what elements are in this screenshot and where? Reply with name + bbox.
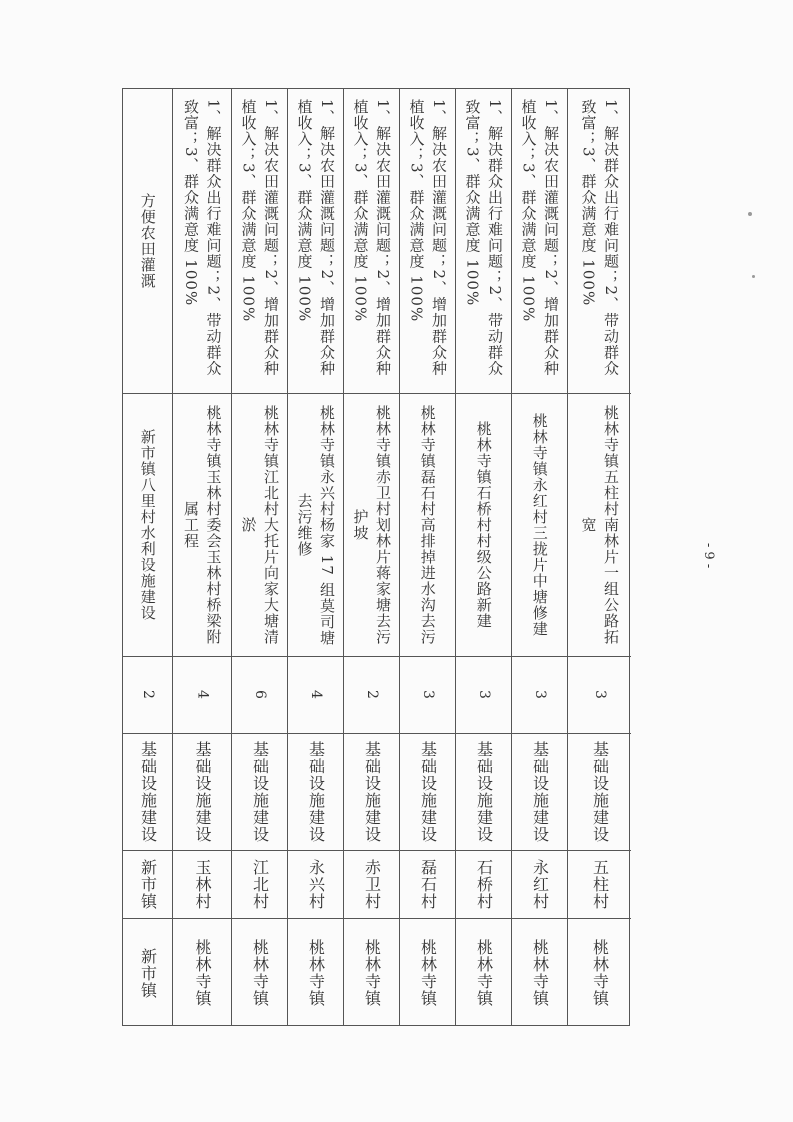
cell-text: 6 — [252, 690, 268, 700]
table-cell-project — [173, 394, 231, 657]
table-cell-village — [568, 851, 631, 919]
table-cell-count — [173, 657, 231, 734]
table-cell-town — [173, 919, 231, 1027]
table-cell-project — [568, 394, 631, 657]
table-row — [456, 89, 512, 1025]
table-cell-benefit — [568, 89, 631, 394]
cell-text: 基础设施建设 — [418, 741, 438, 843]
table-cell-count — [344, 657, 399, 734]
table-cell-count — [456, 657, 511, 734]
cell-text: 1、解决群众出行难问题；2、带动群众致富；3、群众满意度 100% — [463, 98, 504, 376]
cell-text: 基础设施建设 — [250, 741, 270, 843]
table-cell-count — [400, 657, 455, 734]
table-cell-town — [288, 919, 343, 1027]
table-cell-town — [123, 919, 172, 1027]
table-cell-benefit — [344, 89, 399, 394]
table-cell-type — [400, 734, 455, 851]
cell-text: 1、解决群众出行难问题；2、带动群众致富；3、群众满意度 100% — [579, 98, 620, 376]
cell-text: 桃林寺镇 — [590, 939, 610, 1007]
cell-text: 2 — [364, 690, 380, 700]
table-cell-project — [400, 394, 455, 657]
table-cell-type — [288, 734, 343, 851]
table-cell-village — [400, 851, 455, 919]
cell-text: 方便农田灌溉 — [138, 193, 157, 289]
cell-text: 江北村 — [250, 859, 270, 910]
cell-text: 3 — [476, 690, 492, 700]
table-cell-town — [568, 919, 631, 1027]
cell-text: 4 — [308, 690, 324, 700]
table-row — [512, 89, 568, 1025]
table-cell-village — [456, 851, 511, 919]
cell-text: 基础设施建设 — [138, 741, 158, 843]
table-cell-type — [512, 734, 567, 851]
cell-text: 五柱村 — [590, 859, 610, 910]
cell-text: 桃林寺镇永兴村杨家 17 组莫司塘去污维修 — [295, 404, 336, 646]
table-row — [173, 89, 232, 1025]
cell-text: 3 — [592, 690, 608, 700]
table-cell-project — [123, 394, 172, 657]
table-row — [344, 89, 400, 1025]
table-cell-village — [344, 851, 399, 919]
table-cell-type — [173, 734, 231, 851]
cell-text: 基础设施建设 — [193, 741, 212, 843]
cell-text: 基础设施建设 — [306, 741, 326, 843]
table-cell-town — [512, 919, 567, 1027]
cell-text: 新市镇 — [138, 947, 158, 999]
cell-text: 基础设施建设 — [474, 741, 494, 843]
table-row — [232, 89, 288, 1025]
table-cell-town — [400, 919, 455, 1027]
cell-text: 1、解决农田灌溉问题；2、增加群众种植收入；3、群众满意度 100% — [295, 98, 336, 376]
cell-text: 桃林寺镇五柱村南林片一组公路拓宽 — [579, 405, 620, 645]
table-row — [400, 89, 456, 1025]
table-cell-benefit — [123, 89, 172, 394]
cell-text: 桃林寺镇 — [418, 939, 438, 1007]
table-cell-count — [232, 657, 287, 734]
table-cell-village — [232, 851, 287, 919]
cell-text: 桃林寺镇 — [250, 939, 270, 1007]
table-cell-count — [568, 657, 631, 734]
cell-text: 基础设施建设 — [590, 741, 610, 843]
table-cell-village — [512, 851, 567, 919]
table-cell-town — [456, 919, 511, 1027]
cell-text: 石桥村 — [474, 859, 494, 910]
table-cell-type — [568, 734, 631, 851]
table-cell-project — [288, 394, 343, 657]
cell-text: 3 — [420, 690, 436, 700]
cell-text: 桃林寺镇 — [193, 939, 212, 1007]
cell-text: 新市镇 — [138, 859, 158, 910]
cell-text: 桃林寺镇玉林村委会玉林村桥梁附属工程 — [182, 405, 223, 645]
cell-text: 4 — [194, 690, 211, 700]
table-cell-town — [232, 919, 287, 1027]
cell-text: 桃林寺镇石桥村村级公路新建 — [474, 421, 493, 629]
table-cell-project — [512, 394, 567, 657]
cell-text: 1、解决农田灌溉问题；2、增加群众种植收入；3、群众满意度 100% — [519, 98, 560, 376]
cell-text: 桃林寺镇永红村三拢片中塘修建 — [530, 413, 549, 637]
page-number: - 9 - — [701, 542, 717, 569]
table-cell-town — [344, 919, 399, 1027]
table-cell-project — [344, 394, 399, 657]
table-cell-benefit — [512, 89, 567, 394]
cell-text: 桃林寺镇 — [530, 939, 550, 1007]
cell-text: 1、解决农田灌溉问题；2、增加群众种植收入；3、群众满意度 100% — [407, 98, 448, 376]
table-row — [123, 89, 173, 1025]
cell-text: 1、解决农田灌溉问题；2、增加群众种植收入；3、群众满意度 100% — [351, 98, 392, 376]
table-cell-type — [123, 734, 172, 851]
scan-speck — [748, 212, 752, 216]
cell-text: 磊石村 — [418, 859, 438, 910]
cell-text: 桃林寺镇赤卫村划林片蒋家塘去污护坡 — [351, 405, 392, 645]
cell-text: 桃林寺镇磊石村高排掉进水沟去污 — [418, 405, 437, 645]
table-cell-village — [288, 851, 343, 919]
cell-text: 3 — [532, 690, 548, 700]
cell-text: 桃林寺镇 — [474, 939, 494, 1007]
table-cell-benefit — [288, 89, 343, 394]
cell-text: 桃林寺镇江北村大托片向家大塘清淤 — [239, 405, 280, 645]
table-row — [568, 89, 631, 1025]
project-table — [122, 88, 630, 1026]
cell-text: 基础设施建设 — [530, 741, 550, 843]
table-cell-benefit — [232, 89, 287, 394]
table-cell-village — [123, 851, 172, 919]
cell-text: 2 — [140, 690, 156, 700]
table-cell-project — [456, 394, 511, 657]
cell-text: 桃林寺镇 — [306, 939, 326, 1007]
table-cell-count — [512, 657, 567, 734]
table-cell-benefit — [400, 89, 455, 394]
cell-text: 玉林村 — [193, 859, 212, 910]
cell-text: 1、解决农田灌溉问题；2、增加群众种植收入；3、群众满意度 100% — [239, 98, 280, 376]
table-cell-count — [123, 657, 172, 734]
table-cell-type — [344, 734, 399, 851]
cell-text: 1、解决群众出行难问题；2、带动群众致富；3、群众满意度 100% — [182, 98, 223, 376]
cell-text: 赤卫村 — [362, 859, 382, 910]
table-cell-benefit — [173, 89, 231, 394]
cell-text: 基础设施建设 — [362, 741, 382, 843]
table-row — [288, 89, 344, 1025]
table-cell-project — [232, 394, 287, 657]
table-cell-village — [173, 851, 231, 919]
scan-speck — [752, 275, 755, 278]
cell-text: 桃林寺镇 — [362, 939, 382, 1007]
table-cell-type — [456, 734, 511, 851]
cell-text: 永兴村 — [306, 859, 326, 910]
cell-text: 新市镇八里村水利设施建设 — [138, 429, 157, 621]
table-cell-type — [232, 734, 287, 851]
cell-text: 永红村 — [530, 859, 550, 910]
table-cell-count — [288, 657, 343, 734]
table-cell-benefit — [456, 89, 511, 394]
